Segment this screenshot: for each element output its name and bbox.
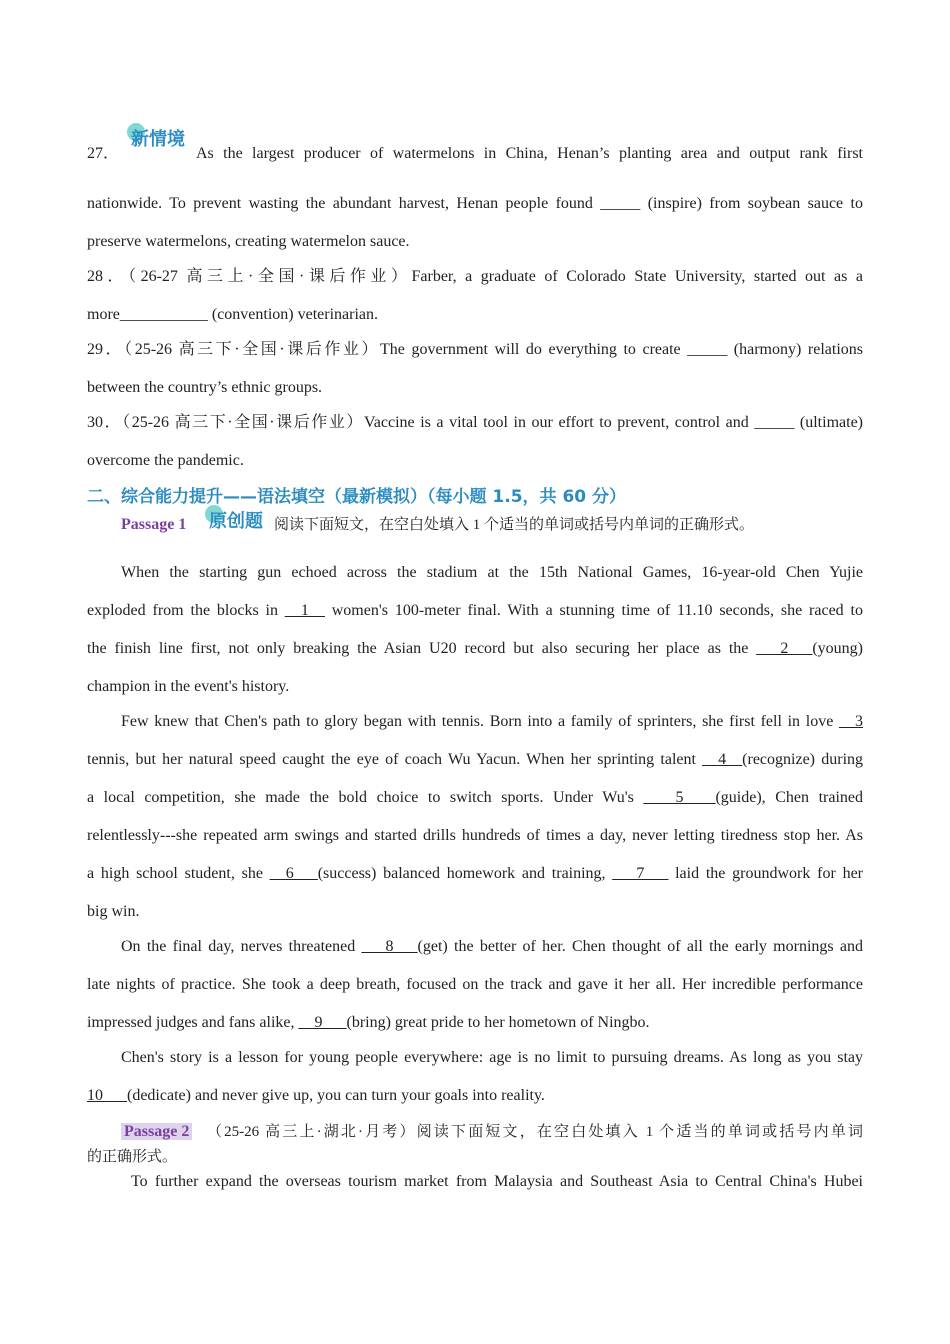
blank-9[interactable]: __9___ — [298, 1014, 347, 1031]
q28-line-2: more___________ (convention) veterinarian. — [87, 306, 379, 323]
p4-line-1: Chen's story is a lesson for young people everywhere: age is no limit to pursuing dreams. As long as you stay — [121, 1049, 863, 1066]
p3-line-2: late nights of practice. She took a deep breath, focused on the track and gave it her all. Her incredible performance — [87, 976, 863, 993]
p1-line-1: When the starting gun echoed across the stadium at the 15th National Games, 16-year-old Chen Yujie — [121, 564, 863, 581]
passage-1-instruction: 阅读下面短文，在空白处填入 1 个适当的单词或括号内单词的正确形式。 — [274, 517, 755, 533]
p3-line-1: On the final day, nerves threatened ___8___(get) the better of her. Chen thought of all the early mornings and — [121, 938, 863, 955]
p1-line-3: the finish line first, not only breaking the Asian U20 record but also securing her place as the ___2___(young) — [87, 640, 863, 657]
blank-5[interactable]: ____5____ — [643, 789, 716, 806]
question-number: 27． — [87, 145, 120, 162]
p2-line-2: tennis, but her natural speed caught the eye of coach Wu Yacun. When her sprinting talent __4__(recognize) during — [87, 751, 864, 768]
p2-line-5: a high school student, she __6___(success) balanced homework and training, ___7___ laid the groundwork for her — [87, 865, 863, 882]
p1-line-4: champion in the event's history. — [87, 678, 290, 695]
q27-line-1: As the largest producer of watermelons in China, Henan’s planting area and output rank first — [196, 145, 863, 162]
p2-line-3: a local competition, she made the bold choice to switch sports. Under Wu's ____5____(guide), Chen trained — [87, 789, 863, 806]
q30-line-1: 30．（25-26 高三下·全国·课后作业）Vaccine is a vital tool in our effort to prevent, control and _____ (ultimate) — [87, 414, 863, 431]
p3-line-3: impressed judges and fans alike, __9___(bring) great pride to her hometown of Ningbo. — [87, 1014, 650, 1031]
blank-1[interactable]: __1__ — [284, 602, 325, 619]
blank-3[interactable]: __3 — [839, 713, 863, 730]
q30-line-2: overcome the pandemic. — [87, 452, 244, 469]
q29-line-1: 29．（25-26 高三下·全国·课后作业）The government will do everything to create _____ (harmony) relations — [87, 341, 863, 358]
q28-line-1: 28．（26-27 高三上·全国·课后作业）Farber, a graduate of Colorado State University, started out as a — [87, 268, 863, 285]
blank-10[interactable]: 10___ — [87, 1087, 127, 1104]
passage-2-instruction-cont: 的正确形式。 — [87, 1149, 178, 1165]
p2-line-4: relentlessly---she repeated arm swings and started drills hundreds of times a day, never letting tiredness stop her. As — [87, 827, 863, 844]
p4-line-2: 10___(dedicate) and never give up, you can turn your goals into reality. — [87, 1087, 545, 1104]
blank-8[interactable]: ___8___ — [361, 938, 418, 955]
passage-1-label: Passage 1 — [121, 516, 187, 533]
blank-6[interactable]: __6___ — [269, 865, 318, 882]
passage-2-label: Passage 2 — [121, 1123, 192, 1140]
q27-line-2: nationwide. To prevent wasting the abundant harvest, Henan people found _____ (inspire) from soybean sauce to — [87, 195, 863, 212]
original-question-badge-icon: 原创题 — [209, 511, 263, 533]
new-context-badge-icon: 新情境 — [131, 129, 185, 151]
p2-line-1: Few knew that Chen's path to glory began with tennis. Born into a family of sprinters, she first fell in love __3 — [121, 713, 863, 730]
p2-line-6: big win. — [87, 903, 140, 920]
section-title: 二、综合能力提升——语法填空（最新模拟）（每小题 1.5，共 60 分） — [87, 487, 627, 507]
p1-line-2: exploded from the blocks in __1__ women's 100-meter final. With a stunning time of 11.10 seconds, she raced to — [87, 602, 864, 619]
blank-7[interactable]: ___7___ — [612, 865, 669, 882]
passage-2-source: （25-26 高三上·湖北·月考）阅读下面短文，在空白处填入 1 个适当的单词或括号内单词 — [207, 1124, 863, 1140]
q27-line-3: preserve watermelons, creating watermelon sauce. — [87, 233, 410, 250]
blank-4[interactable]: __4__ — [702, 751, 743, 768]
q29-line-2: between the country’s ethnic groups. — [87, 379, 323, 396]
blank-2[interactable]: ___2___ — [756, 640, 813, 657]
passage-2-line-1: To further expand the overseas tourism market from Malaysia and Southeast Asia to Central China's Hubei — [131, 1173, 863, 1190]
